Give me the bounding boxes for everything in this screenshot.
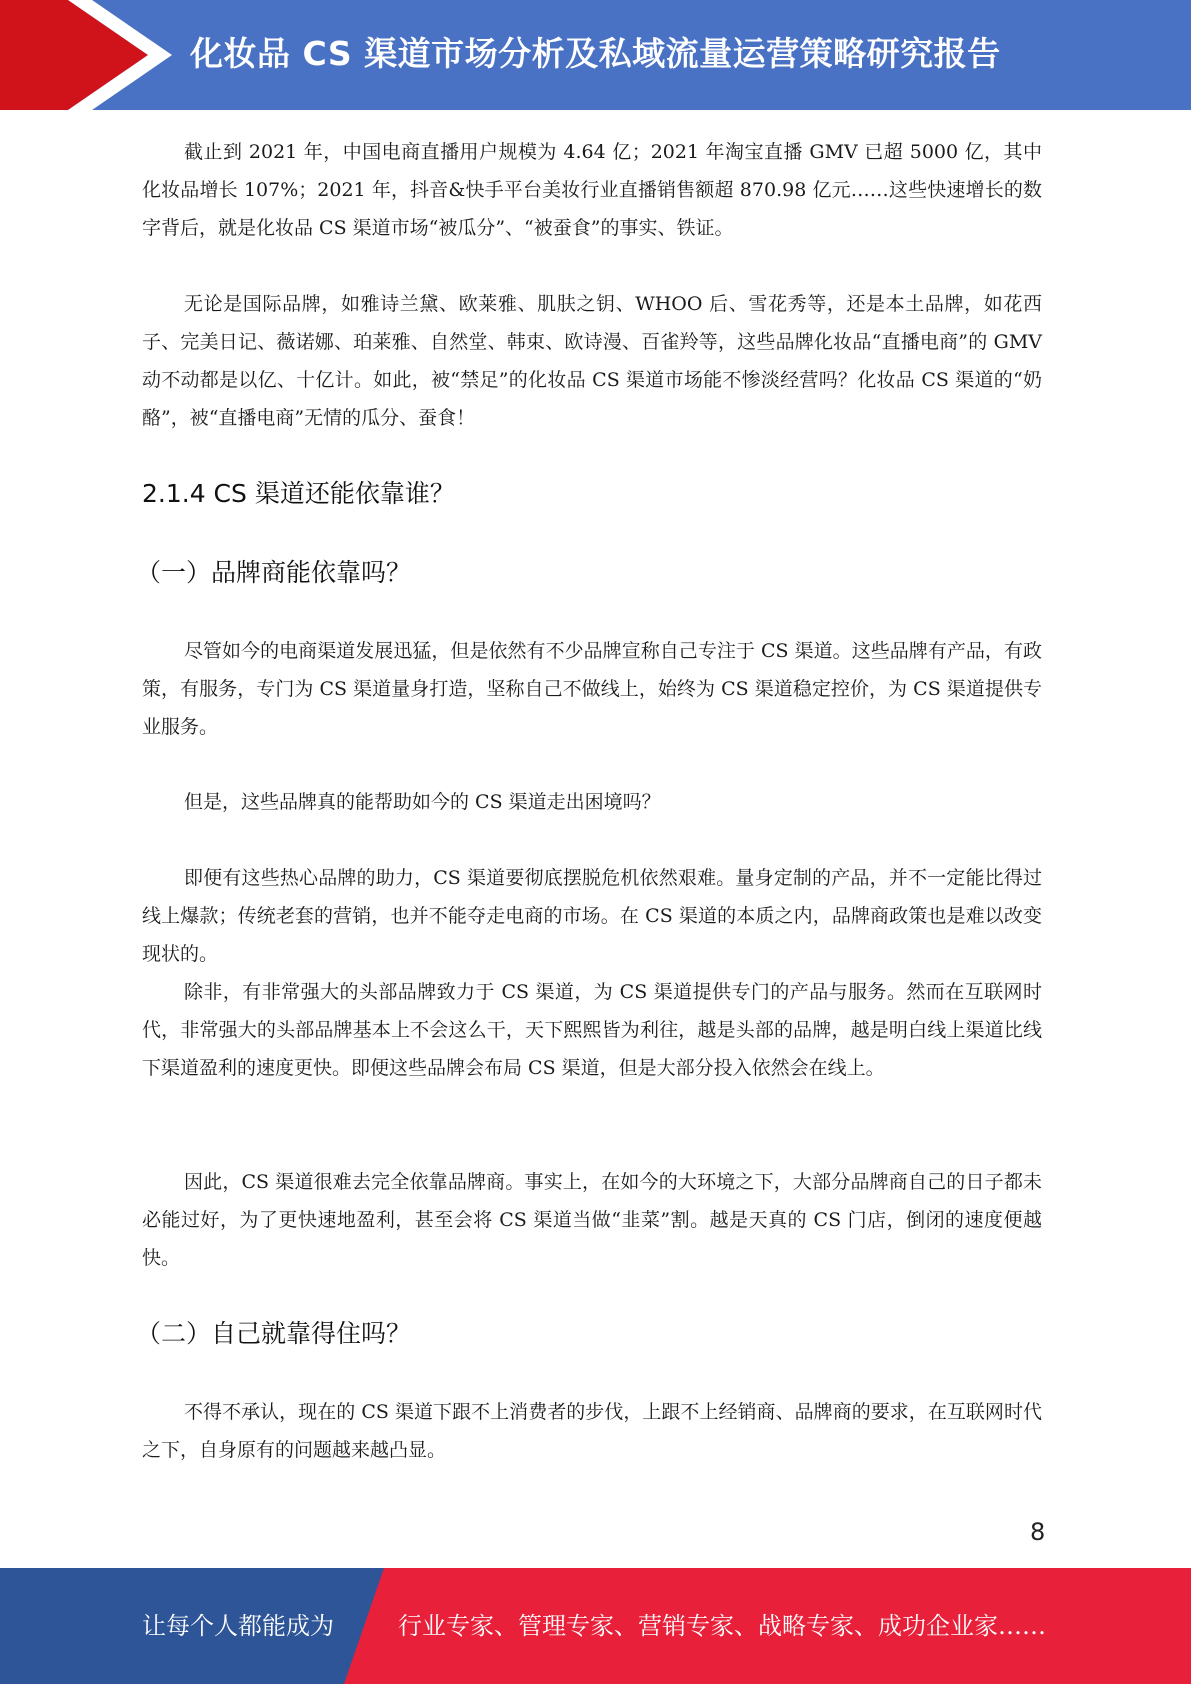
paragraph: 因此，CS 渠道很难去完全依靠品牌商。事实上，在如今的大环境之下，大部分品牌商自己的日子都未必能过好，为了更快速地盈利，甚至会将 CS 渠道当做“韭菜”割。越是天真的 CS 门店，倒闭的速度便越快。: [142, 1171, 1042, 1269]
report-title: 化妆品 CS 渠道市场分析及私域流量运营策略研究报告: [190, 34, 1001, 73]
paragraph: 截止到 2021 年，中国电商直播用户规模为 4.64 亿；2021 年淘宝直播 GMV 已超 5000 亿，其中化妆品增长 107%；2021 年，抖音&快手平台美妆行业直播销售额超 870.98 亿元……这些快速增长的数字背后，就是化妆品 CS 渠道市场“被瓜分”、“被蚕食”的事实、铁证。: [142, 141, 1042, 239]
section-heading: 2.1.4 CS 渠道还能依靠谁？: [142, 479, 455, 508]
page-footer: [0, 1568, 1191, 1684]
footer-slogan-left: 让每个人都能成为: [142, 1612, 334, 1640]
paragraph: 即便有这些热心品牌的助力，CS 渠道要彻底摆脱危机依然艰难。量身定制的产品，并不一定能比得过线上爆款；传统老套的营销，也并不能夺走电商的市场。在 CS 渠道的本质之内，品牌商政策也是难以改变现状的。: [142, 867, 1042, 965]
page-header: [0, 0, 1191, 110]
paragraph: 尽管如今的电商渠道发展迅猛，但是依然有不少品牌宣称自己专注于 CS 渠道。这些品牌有产品，有政策，有服务，专门为 CS 渠道量身打造，坚称自己不做线上，始终为 CS 渠道稳定控价，为 CS 渠道提供专业服务。: [142, 640, 1042, 738]
paragraph: 不得不承认，现在的 CS 渠道下跟不上消费者的步伐，上跟不上经销商、品牌商的要求，在互联网时代之下，自身原有的问题越来越凸显。: [142, 1401, 1042, 1461]
paragraph: 但是，这些品牌真的能帮助如今的 CS 渠道走出困境吗？: [184, 791, 661, 813]
paragraph: 无论是国际品牌，如雅诗兰黛、欧莱雅、肌肤之钥、WHOO 后、雪花秀等，还是本土品牌，如花西子、完美日记、薇诺娜、珀莱雅、自然堂、韩束、欧诗漫、百雀羚等，这些品牌化妆品“直播电商”的 GMV 动不动都是以亿、十亿计。如此，被“禁足”的化妆品 CS 渠道市场能不惨淡经营吗？化妆品 CS 渠道的“奶酪”，被“直播电商”无情的瓜分、蚕食！: [142, 293, 1042, 429]
page-number: 8: [1030, 1518, 1046, 1546]
paragraph: 除非，有非常强大的头部品牌致力于 CS 渠道，为 CS 渠道提供专门的产品与服务。然而在互联网时代，非常强大的头部品牌基本上不会这么干，天下熙熙皆为利往，越是头部的品牌，越是明白线上渠道比线下渠道盈利的速度更快。即便这些品牌会布局 CS 渠道，但是大部分投入依然会在线上。: [142, 981, 1042, 1079]
footer-slogan-right: 行业专家、管理专家、营销专家、战略专家、成功企业家……: [398, 1612, 1046, 1640]
subsection-heading: （一）品牌商能依靠吗？: [136, 558, 412, 587]
subsection-heading: （二）自己就靠得住吗？: [136, 1319, 412, 1348]
